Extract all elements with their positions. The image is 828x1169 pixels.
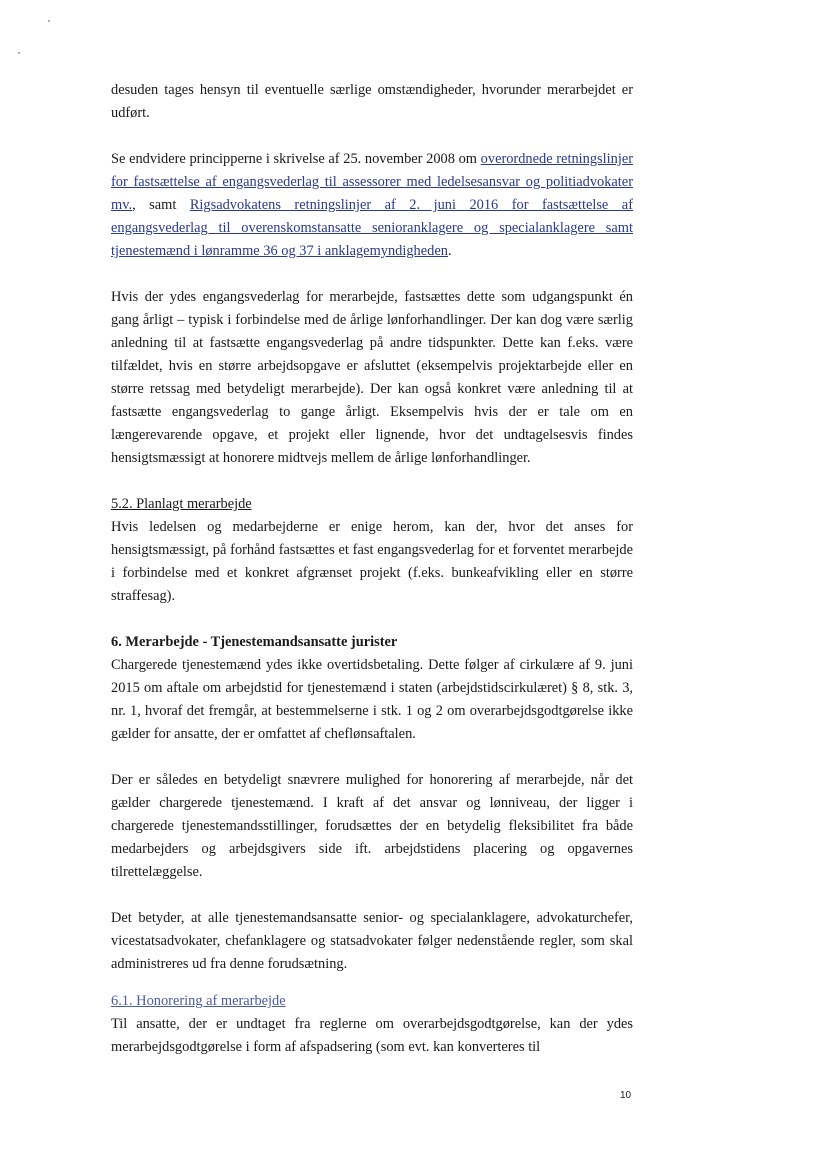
section-6-1-body: Til ansatte, der er undtaget fra reglerne om overarbejdsgodtgørelse, kan der ydes merarbejdsgodtgørelse i form af afspadsering (som evt. kan konverteres til [111,1016,633,1055]
section-6-body: Chargerede tjenestemænd ydes ikke overtidsbetaling. Dette følger af cirkulære af 9. juni 2015 om aftale om arbejdstid for tjenestemænd i staten (arbejdstidscirkulæret) § 8, stk. 3, nr. 1, hvoraf det fremgår, at bestemmelserne i stk. 1 og 2 om overarbejdsgodtgørelse ikke gælder for ansatte, der er omfattet af cheflønsaftalen. [111,657,633,742]
references-middle: , samt [132,197,190,213]
references-prefix: Se endvidere principperne i skrivelse af 25. november 2008 om [111,151,481,167]
section-5-2-title: 5.2. Planlagt merarbejde [111,496,252,512]
references-suffix: . [447,243,452,259]
link-rigsadvokatens-retningslinjer[interactable]: Rigsadvokatens retningslinjer af 2. juni 2016 for fastsættelse af engangsvederlag til overenskomstansatte senioranklagere og specialanklagere samt tjenestemænd i lønramme 36 og 37 i anklagemyndigheden [111,197,633,259]
paragraph-intro: desuden tages hensyn til eventuelle særlige omstændigheder, hvorunder merarbejdet er udført. [111,82,633,121]
paragraph-det-betyder: Det betyder, at alle tjenestemandsansatte senior- og specialanklagere, advokaturchefer, vicestatsadvokater, chefanklagere og statsadvokater følger nedenstående regler, som skal administreres ud fra denne forudsætning. [111,910,633,972]
scan-speck [18,52,20,54]
section-5-2-body: Hvis ledelsen og medarbejderne er enige herom, kan der, hvor det anses for hensigtsmæssigt, på forhånd fastsættes et fast engangsvederlag for et forventet merarbejde i forbindelse med et konkret afgrænset projekt (f.eks. bunkeafvikling eller en større straffesag). [111,519,633,604]
paragraph-references [111,148,633,263]
scan-speck [48,20,50,22]
section-6-1-title: 6.1. Honorering af merarbejde [111,993,286,1009]
document-page [111,79,633,1059]
section-6 [111,631,633,746]
page-number: 10 [620,1090,632,1101]
section-6-1 [111,990,633,1059]
paragraph-snaevrere-mulighed: Der er således en betydeligt snævrere mulighed for honorering af merarbejde, når det gælder chargerede tjenestemænd. I kraft af det ansvar og lønniveau, der ligger i chargerede tjenestemandsstillinger, forudsættes der en betydelig fleksibilitet fra både medarbejders og arbejdsgivers side ift. arbejdstidens placering og opgavernes tilrettelæggelse. [111,772,633,880]
section-6-title: 6. Merarbejde - Tjenestemandsansatte jurister [111,634,398,650]
link-overordnede-retningslinjer[interactable]: overordnede retningslinjer for fastsættelse af engangsvederlag til assessorer med ledelsesansvar og politiadvokater mv. [111,151,633,213]
section-5-2 [111,493,633,608]
paragraph-engangsvederlag: Hvis der ydes engangsvederlag for merarbejde, fastsættes dette som udgangspunkt én gang årligt – typisk i forbindelse med de årlige lønforhandlinger. Der kan dog være særlig anledning til at fastsætte engangsvederlag på andre tidspunkter. Dette kan f.eks. være tilfældet, hvis en større arbejdsopgave er afsluttet (eksempelvis projektarbejde eller en større retssag med betydeligt merarbejde). Der kan også konkret være anledning til at fastsætte engangsvederlag to gange årligt. Eksempelvis hvis der er tale om en længerevarende opgave, et projekt eller lignende, hvor det undtagelsesvis findes hensigtsmæssigt at honorere midtvejs mellem de årlige lønforhandlinger. [111,289,633,466]
